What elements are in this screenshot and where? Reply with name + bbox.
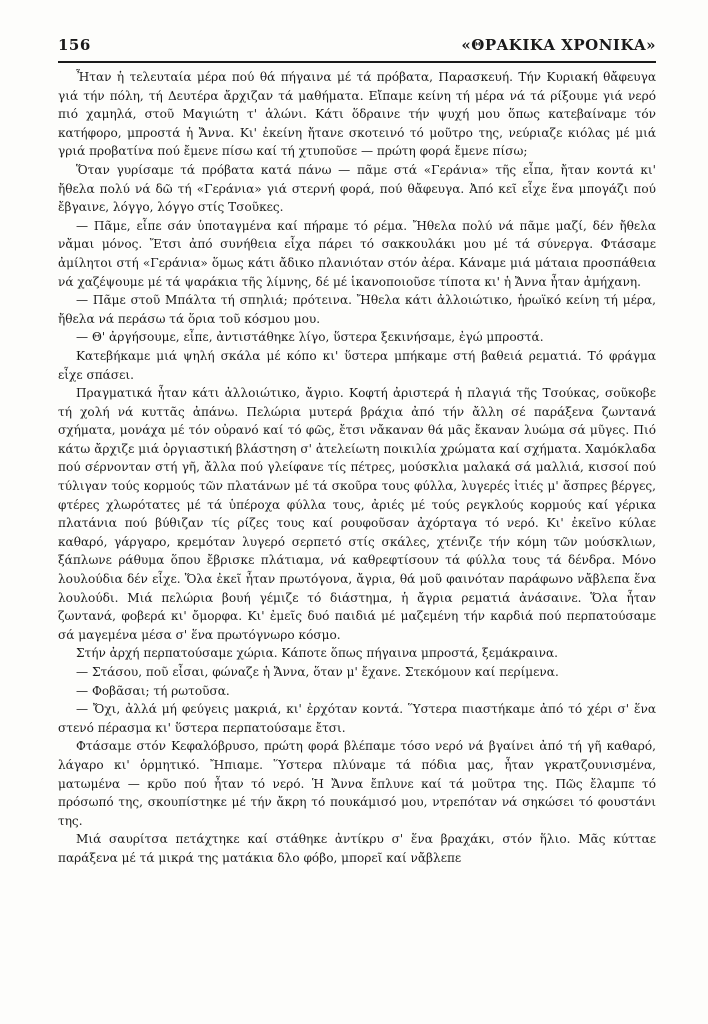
paragraph: Ὅταν γυρίσαμε τά πρόβατα κατά πάνω — πᾶμε στά «Γεράνια» τῆς εἶπα, ἤταν κοντά κι' ἤθελα πολύ νά δῶ τή «Γεράνια» γιά στερνή φορά, πού θἄφευγα. Ἀπό κεῖ εἶχε ἕνα μπογάζι πού ἔβγαινε, λόγγο, λόγγο στίς Τσοῦκες. xyxy=(58,162,656,215)
paragraph: Φτάσαμε στόν Κεφαλόβρυσο, πρώτη φορά βλέπαμε τόσο νερό νά βγαίνει ἀπό τή γῆ καθαρό, λάγαρο κι' ὁρμητικό. Ἤπιαμε. Ὕστερα πλύναμε τά πόδια μας, ἦταν γκρατζουνισμένα, ματωμένα — κρῦο πού ἦταν τό νερό. Ἡ Ἄννα ἔπλυνε καί τά μοῦτρα της. Πῶς ἔλαμπε τό πρόσωπό της, σκουπίστηκε μέ τήν ἄκρη τό πουκάμισό μου, ντρεπόταν νά σηκώσει τό φουστάνι της. xyxy=(58,739,656,828)
paragraph: — Στάσου, ποῦ εἶσαι, φώναζε ἡ Ἄννα, ὅταν μ' ἔχανε. Στεκόμουν καί περίμενα. xyxy=(76,665,559,679)
page-header xyxy=(58,36,656,58)
page-number: 156 xyxy=(58,36,91,54)
paragraph: Μιά σαυρίτσα πετάχτηκε καί στάθηκε ἀντίκρυ σ' ἕνα βραχάκι, στόν ἥλιο. Μᾶς κύτταε παράξενα μέ τά μικρά της ματάκια δλο φόβο, μπορεῖ καί νἄβλεπε xyxy=(58,832,656,865)
running-title: «ΘΡΑΚΙΚΑ ΧΡΟΝΙΚΑ» xyxy=(461,36,656,54)
paragraph: Κατεβήκαμε μιά ψηλή σκάλα μέ κόπο κι' ὕστερα μπήκαμε στή βαθειά ρεματιά. Τό φράγμα εἶχε σπάσει. xyxy=(58,348,656,382)
paragraph: — Θ' ἀργήσουμε, εἶπε, ἀντιστάθηκε λίγο, ὕστερα ξεκινήσαμε, ἐγώ μπροστά. xyxy=(76,330,544,345)
header-rule xyxy=(58,61,656,63)
paragraph: Στήν ἀρχή περπατούσαμε χώρια. Κάποτε ὅπως πήγαινα μπροστά, ξεμάκραινα. xyxy=(76,646,558,661)
paragraph: — Ὄχι, ἀλλά μή φεύγεις μακριά, κι' ἐρχόταν κοντά. Ὕστερα πιαστήκαμε ἀπό τό χέρι σ' ἕνα στενό πέρασμα κι' ὕστερα περπατούσαμε ἔτσι. xyxy=(58,702,656,735)
body-text xyxy=(58,68,656,868)
paragraph: — Φοβᾶσαι; τή ρωτοῦσα. xyxy=(76,683,230,698)
paragraph: Πραγματικά ἦταν κάτι ἀλλοιώτικο, ἄγριο. Κοφτή ἀριστερά ἡ πλαγιά τῆς Τσούκας, σοῦκοβε τή χολή νά κυττᾶς ἀπάνω. Πελώρια μυτερά βράχια ἀπό τήν ἄλλη σέ παράξενα ζωντανά σχήματα, μονάχα μέ τόν οὐρανό καί τό φῶς, ἔτσι νἄκαναν θά μᾶς ἔκαναν λυώμα σά μῦγες. Πιό κάτω ἄρχιζε μιά ὀργιαστική βλάστηση σ' ἀτελείωτη ποικιλία χρώματα καί σχήματα. Χαμόκλαδα πού σέρνονταν στή γῆ, ἄλλα πού γλείφανε τίς πέτρες, μούσκλια μαλακά σά μαλλιά, κισσοί πού τύλιγαν τούς κορμούς τῶν πλατάνων μέ τά σκοῦρα τους φύλλα, λυγερές ἰτιές μ' ἄσπρες βέργες, φτέρες χλωρότατες μέ τά ὑπέροχα φύλλα τους, ἀριές μέ τούς ρεγκλούς κορμούς καί γέρικα πλατάνια πού βύθιζαν τίς ρίζες τους καί ρουφοῦσαν ἀχόρταγα τό νερό. Κι' ἐκεῖνο κύλαε καθαρό, γάργαρο, κρεμόταν λυγερό σερπετό στίς σκάλες, χτένιζε τήν κόμη τῶν μούσκλιων, ξάπλωνε ράθυμα ὅπου ἔβρισκε πλάτιαμα, νά καθρεφτίσουν τά φύλλα τους τά δένδρα. Μόνο λουλούδια δέν εἶχε. Ὅλα ἐκεῖ ἦταν πρωτόγονα, ἄγρια, θά μοῦ φαινόταν παράφωνο νἄβλεπα ἕνα λουλούδι. Μιά πελώρια βουή γέμιζε τό διάστημα, ἡ ἄγρια ρεματιά ἀνάσαινε. Ὅλα ἦταν ζωντανά, φοβερά κι' ὄμορφα. Κι' ἐμεῖς δυό παιδιά μέ μαζεμένη τήν καρδιά πού περπατούσαμε σά μαγεμένα μέσα σ' ἕνα πρωτόγνωρο κόσμο. xyxy=(58,386,656,642)
paragraph: — Πᾶμε στοῦ Μπάλτα τή σπηλιά; πρότεινα. Ἤθελα κάτι ἀλλοιώτικο, ἡρωϊκό κείνη τή μέρα, ἤθελα νά περάσω τά ὅρια τοῦ κόσμου μου. xyxy=(58,293,656,326)
paragraph: Ἦταν ἡ τελευταία μέρα πού θά πήγαινα μέ τά πρόβατα, Παρασκευή. Τήν Κυριακή θἄφευγα γιά τήν πόλη, τή Δευτέρα ἄρχιζαν τά μαθήματα. Εἴπαμε κείνη τή μέρα νά τά ρίξουμε γιά νερό πιό χαμηλά, στοῦ Μαγιώτη τ' ἁλώνι. Κάτι ὅδραινε τήν ψυχή μου ὅπως κατεβαίναμε τόν κατήφορο, μπροστά ἡ Ἄννα. Κι' ἐκείνη ἤτανε σκοτεινό τό μοῦτρο της, νεύριαζε κιόλας μέ μιά γριά προβατίνα πού ἔμενε πίσω καί τή χτυποῦσε — πρώτη φορά ἔμενε πίσω; xyxy=(58,70,656,159)
paragraph: — Πᾶμε, εἶπε σάν ὑποταγμένα καί πήραμε τό ρέμα. Ἤθελα πολύ νά πᾶμε μαζί, δέν ἤθελα νἄμαι μόνος. Ἔτσι ἀπό συνήθεια εἶχα πάρει τό σακκουλάκι μου μέ τά σύνεργα. Φτάσαμε ἀμίλητοι στή «Γεράνια» ὅμως κάτι ἄδικο πλανιόταν στόν ἀέρα. Κάναμε μιά μάταια προσπάθεια νά χαζέψουμε μέ τά ψαράκια τῆς λίμνης, δέ μέ ἱκανοποιοῦσε τίποτα κι' ἡ Ἄννα ἦταν ἀμήχανη. xyxy=(58,218,656,289)
